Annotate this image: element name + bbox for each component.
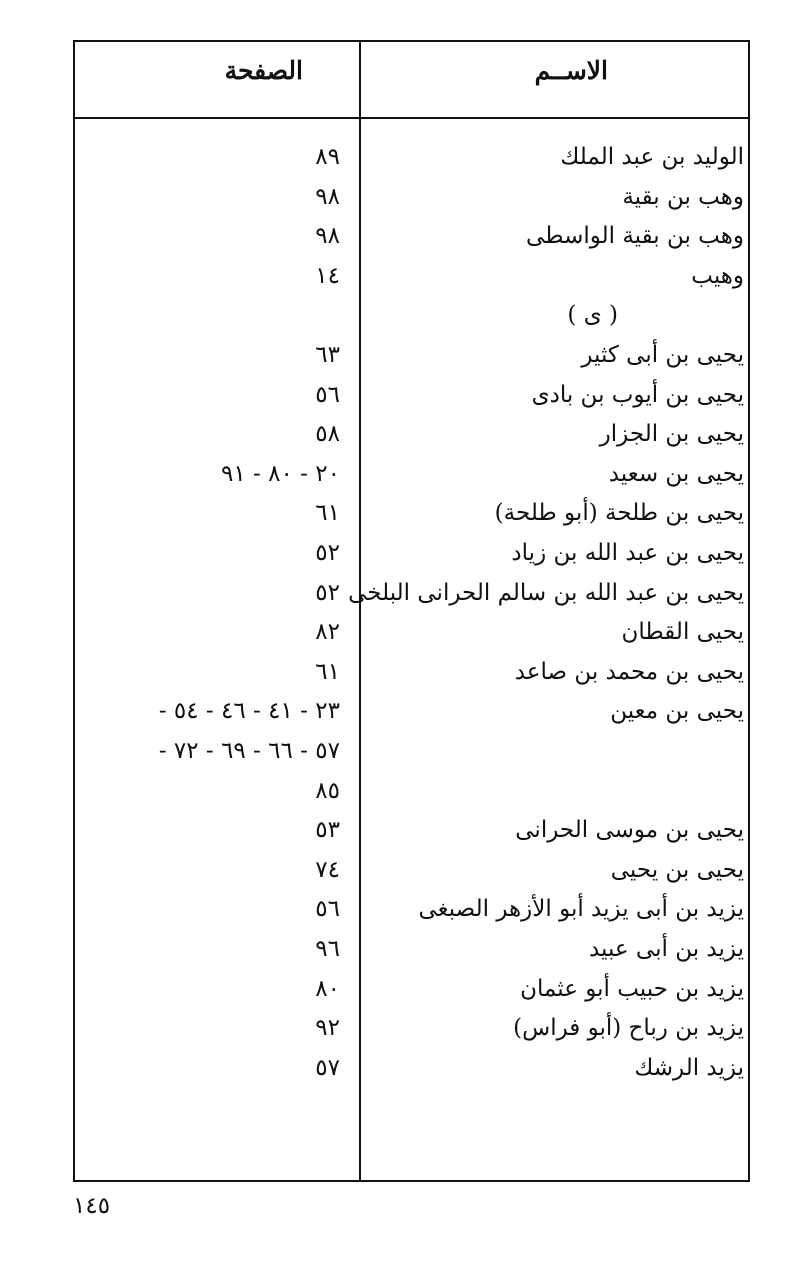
- entry-name: يزيد بن أبى عبيد: [588, 936, 744, 962]
- table-row: [75, 340, 748, 380]
- section-letter: ( ى ): [567, 302, 618, 329]
- entry-pages: ٨٠: [315, 975, 340, 1002]
- entry-name: يحيى بن يحيى: [610, 856, 744, 883]
- entry-name: يحيى بن عبد الله بن سالم الحرانى البلخى: [348, 579, 744, 606]
- table-row: [75, 617, 748, 657]
- table-row: [75, 1013, 748, 1053]
- table-row: [75, 498, 748, 538]
- table-row: [75, 855, 748, 895]
- table-row: [75, 736, 748, 776]
- entry-pages: ٩٨: [315, 223, 340, 250]
- table-row: [75, 380, 748, 420]
- table-row: [75, 776, 748, 816]
- table-row: [75, 538, 748, 578]
- table-row: [75, 459, 748, 499]
- entry-pages: ٥٧ - ٦٦ - ٦٩ - ٧٢ -: [158, 738, 340, 764]
- entry-pages: ٨٩: [315, 144, 340, 170]
- entry-pages: ٦١: [315, 500, 340, 527]
- page-number: ١٤٥: [73, 1193, 111, 1219]
- entry-name: يزيد بن رباح (أبو فراس): [513, 1015, 744, 1042]
- section-heading-row: [75, 300, 748, 340]
- table-row: [75, 142, 748, 182]
- table-header: [75, 42, 748, 119]
- index-table: [73, 40, 750, 1182]
- entry-name: يزيد الرشك: [634, 1054, 744, 1081]
- table-row: [75, 894, 748, 934]
- entry-pages: ٢٠ - ٨٠ - ٩١: [221, 460, 340, 487]
- entry-pages: ٧٤: [315, 856, 340, 883]
- entry-name: يحيى بن أبى كثير: [581, 342, 744, 368]
- entry-pages: ٥٨: [315, 421, 340, 448]
- page-column-header: الصفحة: [224, 56, 303, 85]
- entry-pages: ٥٧: [315, 1054, 340, 1081]
- entry-pages: ٨٥: [315, 777, 340, 804]
- entry-pages: ٢٣ - ٤١ - ٤٦ - ٥٤ -: [158, 698, 340, 725]
- entry-pages: ٥٦: [315, 896, 340, 923]
- entry-name: وهب بن بقية الواسطى: [526, 223, 744, 250]
- entry-name: يحيى بن أيوب بن بادى: [531, 381, 744, 408]
- table-row: [75, 578, 748, 618]
- table-row: [75, 696, 748, 736]
- entry-pages: ٥٢: [315, 579, 340, 606]
- table-row: [75, 657, 748, 697]
- table-row: [75, 1053, 748, 1093]
- entry-name: وهيب: [691, 262, 744, 289]
- entry-name: يزيد بن حبيب أبو عثمان: [520, 975, 744, 1002]
- table-row: [75, 934, 748, 974]
- table-row: [75, 815, 748, 855]
- table-row: [75, 182, 748, 222]
- entry-name: يحيى بن محمد بن صاعد: [514, 658, 744, 685]
- entry-pages: ٦١: [315, 658, 340, 685]
- entry-name: يحيى بن الجزار: [599, 421, 744, 448]
- entry-pages: ٩٦: [315, 936, 340, 962]
- entry-pages: ٥٣: [315, 817, 340, 844]
- entry-name: يحيى بن موسى الحرانى: [515, 817, 744, 844]
- entry-name: يحيى بن عبد الله بن زياد: [511, 540, 744, 566]
- entry-pages: ٦٣: [315, 342, 340, 368]
- entry-pages: ٩٨: [315, 183, 340, 210]
- entry-name: يحيى بن معين: [610, 698, 744, 725]
- table-row: [75, 419, 748, 459]
- entry-pages: ٨٢: [315, 619, 340, 646]
- table-row: [75, 261, 748, 301]
- entry-name: يحيى بن سعيد: [608, 460, 744, 487]
- entry-pages: ٥٢: [315, 540, 340, 566]
- entry-pages: ٥٦: [315, 381, 340, 408]
- entry-name: وهب بن بقية: [622, 183, 744, 210]
- entry-name: يحيى القطان: [621, 619, 744, 646]
- entry-name: الوليد بن عبد الملك: [560, 144, 744, 170]
- name-column-header: الاســم: [534, 56, 608, 85]
- entry-pages: ١٤: [315, 262, 340, 289]
- entry-name: يزيد بن أبى يزيد أبو الأزهر الصبغى: [418, 896, 744, 923]
- entry-pages: ٩٢: [315, 1015, 340, 1042]
- table-row: [75, 974, 748, 1014]
- table-row: [75, 221, 748, 261]
- entry-name: يحيى بن طلحة (أبو طلحة): [494, 500, 744, 527]
